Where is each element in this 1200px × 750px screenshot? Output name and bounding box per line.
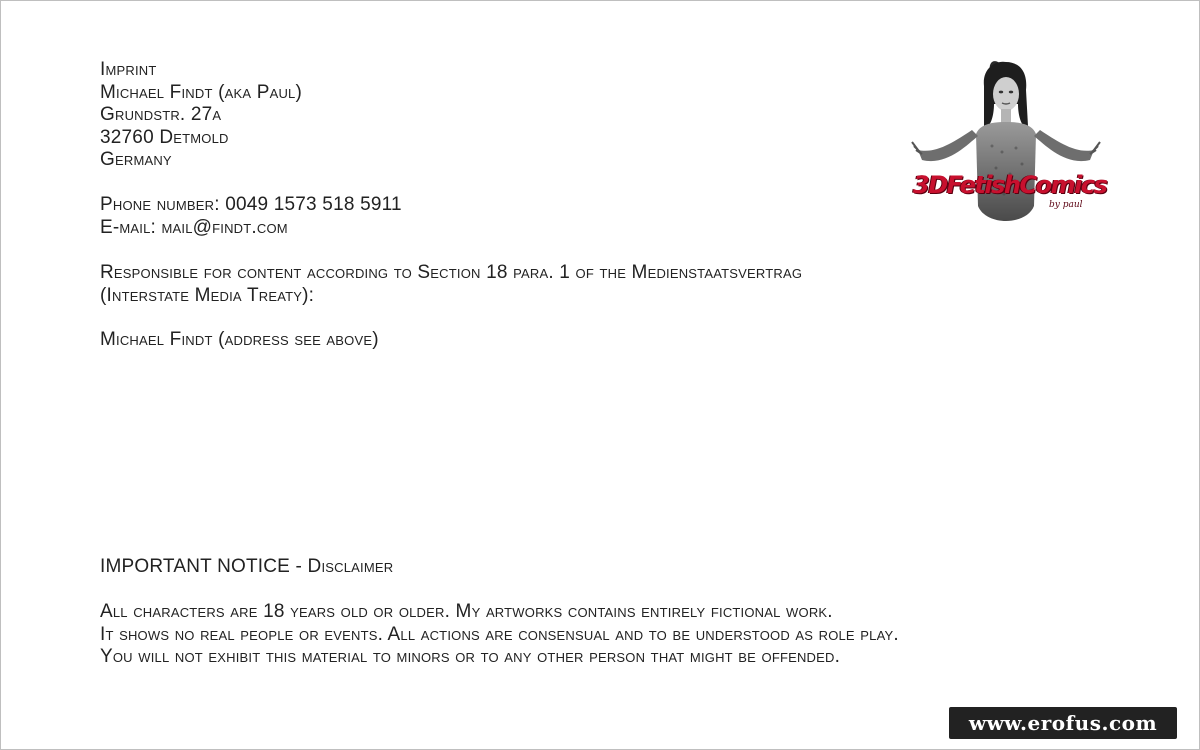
disclaimer-line: You will not exhibit this material to minors or to any other person that might be offended.: [100, 646, 841, 667]
logo-wordmark: 3DFetishComics: [913, 171, 1107, 199]
imprint-address-block: [100, 59, 302, 172]
responsible-person-block: [100, 329, 379, 352]
responsible-line-2: (Interstate Media Treaty):: [100, 284, 315, 306]
logo-byline: by paul: [1049, 200, 1083, 210]
responsible-line-1: Responsible for content according to Section 18 para. 1 of the Medienstaatsvertrag: [100, 262, 803, 283]
notice-heading: IMPORTANT NOTICE - Disclaimer: [100, 556, 394, 577]
phone-number: Phone number: 0049 1573 518 5911: [100, 194, 402, 215]
imprint-heading: Imprint: [100, 59, 157, 80]
responsible-block: [100, 262, 802, 307]
responsible-person: Michael Findt (address see above): [100, 329, 379, 350]
disclaimer-line: All characters are 18 years old or older. My artworks contains entirely fictional work.: [100, 601, 833, 622]
street-address: Grundstr. 27a: [100, 104, 222, 125]
site-watermark: www.erofus.com: [949, 707, 1177, 739]
email-address: E-mail: mail@findt.com: [100, 216, 288, 238]
notice-heading-block: [100, 556, 393, 579]
city-address: 32760 Detmold: [100, 126, 229, 148]
disclaimer-block: [100, 601, 899, 669]
disclaimer-line: It shows no real people or events. All actions are consensual and to be understood as role play.: [100, 623, 899, 645]
contact-block: [100, 194, 402, 239]
owner-name: Michael Findt (aka Paul): [100, 81, 302, 103]
country: Germany: [100, 149, 172, 170]
